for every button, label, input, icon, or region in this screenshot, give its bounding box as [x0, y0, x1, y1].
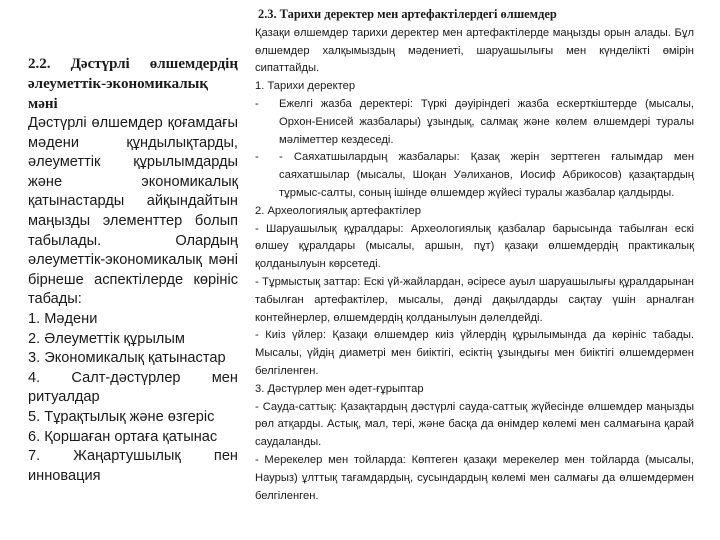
section-title-2-2: 2.2. Дәстүрлі өлшемдердің әлеуметтік-экономикалық мәні	[28, 56, 238, 112]
paragraph: - Тұрмыстық заттар: Ескі үй-жайлардан, әсіресе ауыл шаруашылығы құралдарынан табылған артефактілер, мысалы, дәнді дақылдарды сақтау үшін арналған контейнерлер, өлшемдердің қолданылуын дәлелдейді.	[255, 275, 694, 324]
list-item: 4. Салт-дәстүрлер мен ритуалдар	[28, 369, 238, 406]
intro-paragraph: Қазақи өлшемдер тарихи деректер мен артефактілерде маңызды орын алады. Бұл өлшемдер халқымыздың мәдениеті, шаруашылығы мен күнделікті өмірін сипаттайды.	[255, 26, 694, 75]
section-title-2-3: 2.3. Тарихи деректер мен артефактілердегі өлшемдер	[258, 7, 557, 21]
section-paragraph: Дәстүрлі өлшемдер қоғамдағы мәдени құндылықтарды, әлеуметтік құрылымдарды және экономикалық қатынастарды айқындайтын маңызды элементтер болып табылады. Олардың әлеуметтік-экономикалық мәні бірнеше аспектілерде көрініс табады:	[28, 115, 238, 308]
list-item: 7. Жаңартушылық пен инновация	[28, 448, 238, 484]
right-column	[255, 6, 694, 505]
list-item: 6. Қоршаған ортаға қатынас	[28, 428, 218, 445]
list-item: 1. Мәдени	[28, 310, 98, 327]
bullet-text: Ежелгі жазба деректері: Түркі дәуіріндегі жазба ескерткіштерде (мысалы, Орхон-Енисей жазбалары) ұзындық, салмақ және көлем өлшемдері туралы мәліметтер кездеседі.	[279, 97, 694, 146]
subsection-heading-2: 2. Археологиялық артефактілер	[255, 204, 421, 217]
bullet-item	[255, 96, 694, 149]
paragraph: - Шаруашылық құралдары: Археологиялық қазбалар барысында табылған ескі өлшеу құралдары (мысалы, аршын, пұт) қазақи өлшемдердің практикалық қолданылуын көрсетеді.	[255, 222, 694, 271]
bullet-marker: -	[255, 151, 259, 164]
subsection-heading-1: 1. Тарихи деректер	[255, 80, 356, 93]
paragraph: - Мерекелер мен тойларда: Көптеген қазақи мерекелер мен тойларда (мысалы, Наурыз) ұлттық тағамдардың, сусындардың көлемі мен салмағы да өлшемдермен белгіленген.	[255, 453, 694, 502]
list-item: 2. Әлеуметтік құрылым	[28, 330, 185, 347]
subsection-heading-3: 3. Дәстүрлер мен әдет-ғұрыптар	[255, 382, 424, 395]
left-column	[28, 54, 238, 486]
bullet-marker: -	[255, 97, 259, 110]
paragraph: - Сауда-саттық: Қазақтардың дәстүрлі сауда-саттық жүйесінде өлшемдер маңызды рөл атқарды. Астық, мал, тері, және басқа да өнімдер көлемі мен салмағына қарай саудаланды.	[255, 400, 694, 449]
list-item: 3. Экономикалық қатынастар	[28, 350, 226, 367]
paragraph: - Киіз үйлер: Қазақи өлшемдер киіз үйлердің құрылымында да көрініс табады. Мысалы, үйдің диаметрі мен биіктігі, есіктің ұзындығы мен биіктігі өлшемдермен белгіленген.	[255, 329, 694, 377]
aspect-list	[28, 310, 238, 486]
bullet-text: - Саяхатшылардың жазбалары: Қазақ жерін зерттеген ғалымдар мен саяхатшылар (мысалы, Шоқан Уәлиханов, Иосиф Абрикосов) қазақтардың тұрмыс-салты, соның ішінде өлшемдер жүйесі туралы жазбалар қалдырды.	[279, 151, 694, 199]
bullet-item	[255, 149, 694, 202]
list-item: 5. Тұрақтылық және өзгеріс	[28, 408, 215, 425]
